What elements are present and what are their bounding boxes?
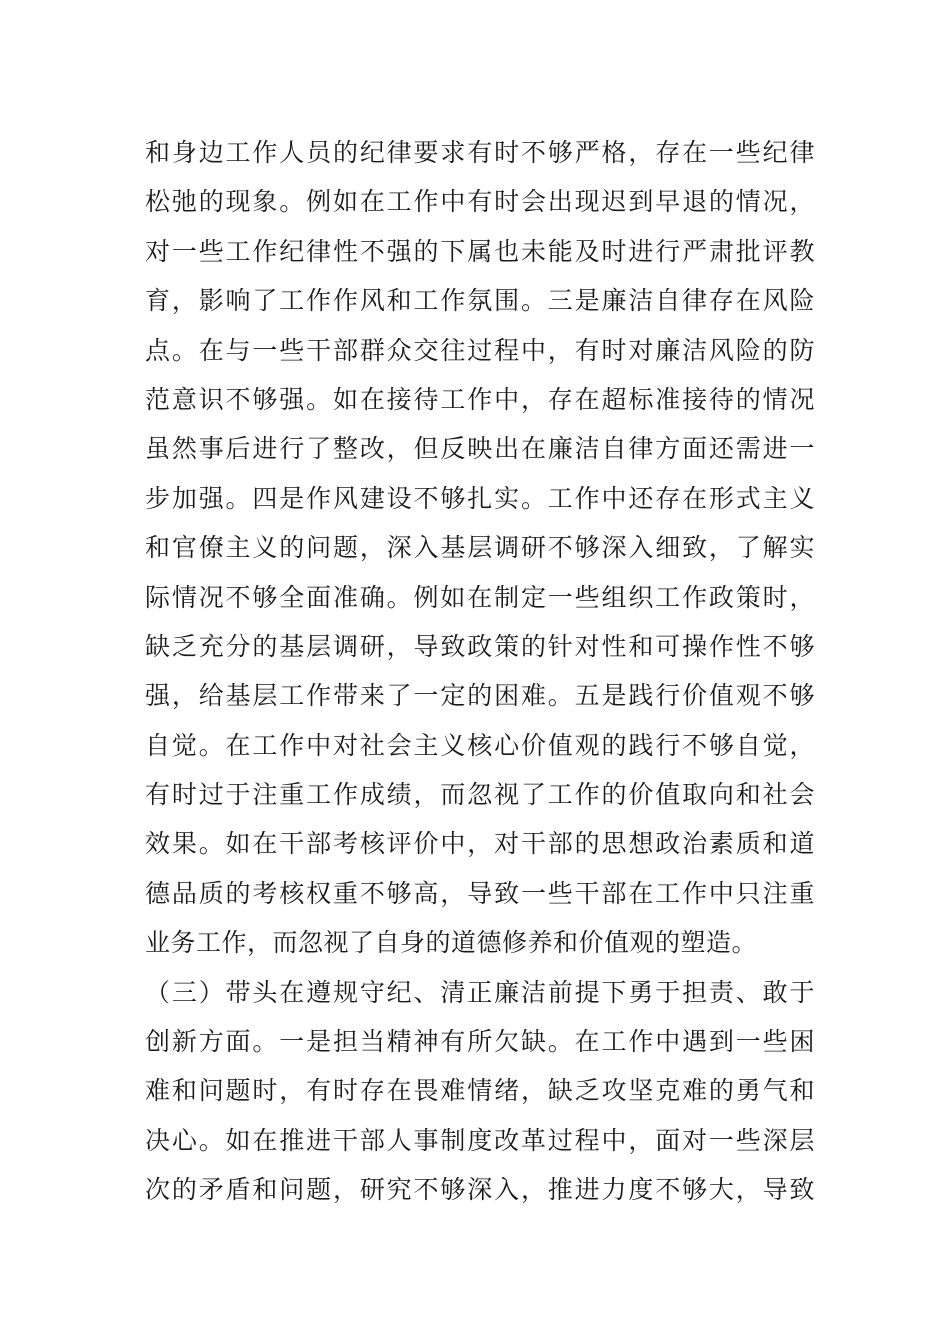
text-line: 德品质的考核权重不够高，导致一些干部在工作中只注重 [145, 878, 815, 908]
text-line: 点。在与一些干部群众交往过程中，有时对廉洁风险的防 [145, 335, 815, 365]
text-line: 虽然事后进行了整改，但反映出在廉洁自律方面还需进一 [145, 434, 815, 464]
text-line: 强，给基层工作带来了一定的困难。五是践行价值观不够 [145, 681, 815, 711]
text-line: 和身边工作人员的纪律要求有时不够严格，存在一些纪律 [145, 138, 815, 167]
text-line: 松弛的现象。例如在工作中有时会出现迟到早退的情况， [145, 187, 815, 217]
text-line: 效果。如在干部考核评价中，对干部的思想政治素质和道 [145, 829, 815, 859]
text-line: 次的矛盾和问题，研究不够深入，推进力度不够大，导致 [145, 1175, 815, 1205]
text-line: 对一些工作纪律性不强的下属也未能及时进行严肃批评教 [145, 236, 815, 266]
text-line: 和官僚主义的问题，深入基层调研不够深入细致，了解实 [145, 533, 815, 563]
text-line: 决心。如在推进干部人事制度改革过程中，面对一些深层 [145, 1125, 815, 1155]
text-line: 自觉。在工作中对社会主义核心价值观的践行不够自觉， [145, 730, 815, 760]
section-heading-line: （三）带头在遵规守纪、清正廉洁前提下勇于担责、敢于 [145, 977, 815, 1007]
text-line: 业务工作，而忽视了自身的道德修养和价值观的塑造。 [145, 928, 758, 958]
text-line: 育，影响了工作作风和工作氛围。三是廉洁自律存在风险 [145, 286, 815, 316]
text-line: 际情况不够全面准确。例如在制定一些组织工作政策时， [145, 582, 815, 612]
text-line: 有时过于注重工作成绩，而忽视了工作的价值取向和社会 [145, 780, 815, 810]
text-line: 范意识不够强。如在接待工作中，存在超标准接待的情况 [145, 384, 815, 414]
text-line: 缺乏充分的基层调研，导致政策的针对性和可操作性不够 [145, 631, 815, 661]
text-line: 难和问题时，有时存在畏难情绪，缺乏攻坚克难的勇气和 [145, 1076, 815, 1106]
text-line: 创新方面。一是担当精神有所欠缺。在工作中遇到一些困 [145, 1027, 815, 1057]
body-text [145, 128, 815, 1215]
text-line: 步加强。四是作风建设不够扎实。工作中还存在形式主义 [145, 483, 815, 513]
